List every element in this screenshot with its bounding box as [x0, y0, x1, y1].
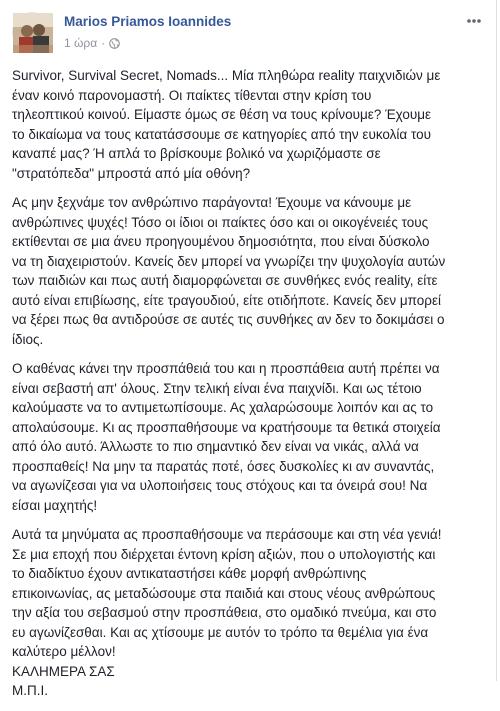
post-paragraph: Αυτά τα μηνύματα ας προσπαθήσουμε να περάσουμε και στη νέα γενιά! Σε μια εποχή που διέρχεται έντονη κρίση αξιών, που ο υπολογιστής και το διαδίκτυο έχουν αντικαταστήσει κάθε μορφή ανθρώπινης επικοινωνίας, ας μεταδώσουμε στα παιδιά και στους νέους ανθρώπους την αξία του σεβασμού στην προσπάθεια, στο ομαδικό πνεύμα, και στο ευ αγωνίζεσθαι. Και ας χτίσουμε με αυτόν το τρόπο τα θεμέλια για ένα καλύτερο μέλλον! ΚΑΛΗΜΕΡΑ ΣΑΣ Μ.Π.Ι.	[12, 527, 442, 698]
author-name[interactable]: Marios Priamos Ioannides	[64, 14, 232, 29]
post-paragraph: Survivor, Survival Secret, Nomads... Μία πληθώρα reality παιχνιδιών με έναν κοινό παρονομαστή. Οι παίκτες τίθενται στην κρίση του τηλεοπτικού κοινού. Είμαστε όμως σε θέση να τους κρίνουμε? Έχουμε το δικαίωμα να τους κατατάσσουμε σε κατηγορίες από την ευκολία του καναπέ μας? Ή απλά το βρίσκουμε βολικό να χωριζόμαστε σε "στρατόπεδα" μπροστά από μία οθόνη?	[12, 68, 441, 181]
post-header	[12, 12, 488, 56]
post-paragraph: Ο καθένας κάνει την προσπάθειά του και η προσπάθεια αυτή πρέπει να είναι σεβαστή απ' όλους. Στην τελική είναι ένα παιχνίδι. Και ως τέτοιο καλούμαστε να το αντιμετωπίσουμε. Ας χαλαρώσουμε λοιπόν και ας το απολαύσουμε. Κι ας προσπαθήσουμε να κρατήσουμε τα θετικά στοιχεία από όλο αυτό. Άλλωστε το πιο σημαντικό δεν είναι να νικάς, αλλά να προσπαθείς! Να μην τα παρατάς ποτέ, όσες δυσκολίες κι αν συναντάς, να αγωνίζεσαι για να υλοποιήσεις τους στόχους και τα όνειρά σου! Να είσαι μαχητής!	[12, 361, 441, 513]
separator-dot: ·	[101, 36, 106, 50]
more-options-icon[interactable]	[462, 12, 486, 32]
avatar[interactable]	[12, 12, 52, 52]
post-meta	[64, 36, 120, 50]
post-body	[12, 66, 486, 711]
post-timestamp[interactable]: 1 ώρα	[64, 36, 98, 50]
globe-icon[interactable]	[109, 38, 120, 49]
avatar-image	[13, 13, 53, 53]
post-paragraph: Ας μην ξεχνάμε τον ανθρώπινο παράγοντα! Έχουμε να κάνουμε με ανθρώπινες ψυχές! Τόσο οι ίδιοι οι παίκτες όσο και οι οικογένειές τους εκτίθενται σε μια άνευ προηγουμένου δημοσιότητα, που είναι δύσκολο να τη διαχειριστούν. Κανείς δεν μπορεί να γνωρίζει την ψυχολογία αυτών των παιδιών και πως αυτή διαμορφώνεται σε συνθήκες ενός reality, είτε αυτό είναι επιβίωσης, είτε τραγουδιού, είτε οτιδήποτε. Κανείς δεν μπορεί να ξέρει πως θα αντιδρούσε σε αυτές τις συνθήκες αν δεν το δοκιμάσει ο ίδιος.	[12, 195, 446, 347]
